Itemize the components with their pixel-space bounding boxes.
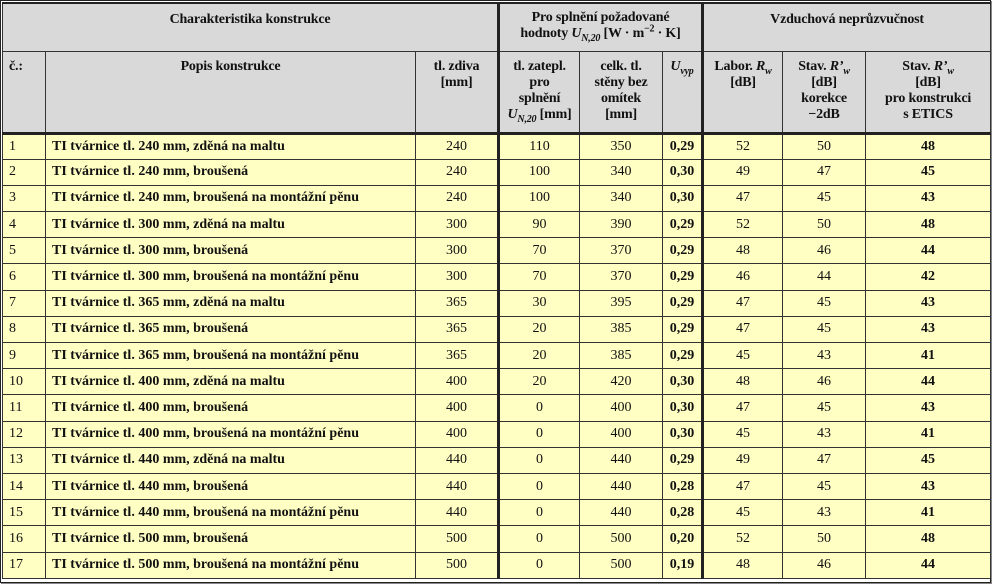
col-ins-l2: pro bbox=[529, 74, 550, 90]
col-total-l3: omítek bbox=[600, 90, 641, 106]
cell-insulation: 90 bbox=[499, 212, 580, 238]
cell-u-calc: 0,29 bbox=[663, 264, 703, 290]
cell-lab-rw: 45 bbox=[703, 421, 783, 447]
cell-total-thickness: 440 bbox=[580, 447, 663, 473]
cell-number: 12 bbox=[3, 421, 46, 447]
cell-insulation: 0 bbox=[499, 473, 580, 499]
cell-wall-thickness: 440 bbox=[416, 473, 499, 499]
cell-lab-rw: 52 bbox=[703, 526, 783, 552]
cell-u-calc: 0,30 bbox=[663, 395, 703, 421]
col-stav-symbol: R’ bbox=[829, 58, 844, 74]
col-etics-l1: Stav. bbox=[902, 58, 934, 74]
cell-u-calc: 0,29 bbox=[663, 316, 703, 342]
col-lab-l1: Labor. bbox=[714, 58, 757, 74]
cell-number: 17 bbox=[3, 552, 46, 578]
cell-wall-thickness: 300 bbox=[416, 264, 499, 290]
cell-site-rw-etics: 44 bbox=[866, 552, 991, 578]
col-header-description bbox=[46, 51, 416, 133]
col-header-insulation bbox=[499, 51, 580, 133]
cell-lab-rw: 49 bbox=[703, 159, 783, 185]
cell-description: TI tvárnice tl. 300 mm, broušená bbox=[46, 238, 416, 264]
col-ins-sub: N,20 bbox=[517, 113, 537, 125]
col-ins-l3: splnění bbox=[518, 90, 561, 106]
cell-u-calc: 0,29 bbox=[663, 447, 703, 473]
cell-site-rw-etics: 41 bbox=[866, 500, 991, 526]
cell-description: TI tvárnice tl. 400 mm, broušená bbox=[46, 395, 416, 421]
group-header-u-requirement bbox=[499, 3, 703, 51]
cell-number: 4 bbox=[3, 212, 46, 238]
cell-lab-rw: 45 bbox=[703, 343, 783, 369]
cell-u-calc: 0,29 bbox=[663, 212, 703, 238]
cell-site-rw: 50 bbox=[783, 212, 866, 238]
cell-site-rw-etics: 43 bbox=[866, 316, 991, 342]
group-u-unit-end: · K] bbox=[654, 26, 681, 41]
cell-description: TI tvárnice tl. 240 mm, broušená bbox=[46, 159, 416, 185]
cell-total-thickness: 420 bbox=[580, 369, 663, 395]
cell-site-rw: 47 bbox=[783, 159, 866, 185]
cell-lab-rw: 52 bbox=[703, 133, 783, 159]
cell-site-rw: 50 bbox=[783, 133, 866, 159]
table-body bbox=[3, 133, 991, 578]
cell-description: TI tvárnice tl. 440 mm, broušená na montážní pěnu bbox=[46, 500, 416, 526]
cell-wall-thickness: 365 bbox=[416, 343, 499, 369]
cell-site-rw-etics: 43 bbox=[866, 185, 991, 211]
cell-description: TI tvárnice tl. 365 mm, broušená bbox=[46, 316, 416, 342]
cell-total-thickness: 370 bbox=[580, 264, 663, 290]
col-etics-sub: w bbox=[947, 65, 954, 77]
col-header-site-rw bbox=[783, 51, 866, 133]
cell-number: 1 bbox=[3, 133, 46, 159]
cell-site-rw-etics: 43 bbox=[866, 395, 991, 421]
cell-site-rw: 50 bbox=[783, 526, 866, 552]
cell-site-rw-etics: 45 bbox=[866, 159, 991, 185]
table-row bbox=[3, 552, 991, 578]
col-stav-l3: korekce bbox=[801, 90, 847, 106]
cell-u-calc: 0,30 bbox=[663, 159, 703, 185]
cell-u-calc: 0,29 bbox=[663, 290, 703, 316]
cell-wall-thickness: 240 bbox=[416, 159, 499, 185]
cell-insulation: 0 bbox=[499, 500, 580, 526]
cell-lab-rw: 47 bbox=[703, 185, 783, 211]
table-row bbox=[3, 133, 991, 159]
cell-number: 11 bbox=[3, 395, 46, 421]
cell-number: 8 bbox=[3, 316, 46, 342]
cell-total-thickness: 390 bbox=[580, 212, 663, 238]
cell-total-thickness: 400 bbox=[580, 421, 663, 447]
cell-number: 15 bbox=[3, 500, 46, 526]
cell-insulation: 110 bbox=[499, 133, 580, 159]
cell-site-rw-etics: 45 bbox=[866, 447, 991, 473]
cell-site-rw-etics: 48 bbox=[866, 212, 991, 238]
table-row bbox=[3, 343, 991, 369]
cell-total-thickness: 440 bbox=[580, 473, 663, 499]
table-row bbox=[3, 395, 991, 421]
cell-site-rw: 45 bbox=[783, 185, 866, 211]
col-header-u-calc bbox=[663, 51, 703, 133]
group-header-airborne-label: Vzduchová neprůzvučnost bbox=[770, 12, 924, 27]
cell-site-rw: 46 bbox=[783, 552, 866, 578]
group-header-characteristics-label: Charakteristika konstrukce bbox=[169, 12, 331, 27]
cell-site-rw: 47 bbox=[783, 447, 866, 473]
construction-table bbox=[2, 2, 991, 579]
cell-number: 3 bbox=[3, 185, 46, 211]
cell-u-calc: 0,30 bbox=[663, 421, 703, 447]
cell-u-calc: 0,20 bbox=[663, 526, 703, 552]
cell-site-rw-etics: 44 bbox=[866, 238, 991, 264]
table-row bbox=[3, 473, 991, 499]
cell-u-calc: 0,28 bbox=[663, 473, 703, 499]
cell-description: TI tvárnice tl. 365 mm, broušená na montážní pěnu bbox=[46, 343, 416, 369]
cell-site-rw: 45 bbox=[783, 395, 866, 421]
cell-description: TI tvárnice tl. 240 mm, broušená na montážní pěnu bbox=[46, 185, 416, 211]
col-description-label: Popis konstrukce bbox=[180, 58, 281, 74]
cell-insulation: 0 bbox=[499, 447, 580, 473]
cell-description: TI tvárnice tl. 240 mm, zděná na maltu bbox=[46, 133, 416, 159]
cell-total-thickness: 500 bbox=[580, 526, 663, 552]
col-header-number bbox=[3, 51, 46, 133]
group-u-prefix: hodnoty bbox=[520, 26, 572, 41]
col-wall-l2: [mm] bbox=[440, 74, 473, 90]
table-row bbox=[3, 500, 991, 526]
cell-wall-thickness: 365 bbox=[416, 290, 499, 316]
col-lab-sub: w bbox=[765, 65, 772, 77]
col-etics-l3: pro konstrukci bbox=[885, 90, 972, 106]
cell-description: TI tvárnice tl. 400 mm, broušená na montážní pěnu bbox=[46, 421, 416, 447]
cell-insulation: 100 bbox=[499, 185, 580, 211]
cell-wall-thickness: 500 bbox=[416, 526, 499, 552]
cell-insulation: 30 bbox=[499, 290, 580, 316]
col-etics-l2: [dB] bbox=[915, 74, 941, 90]
cell-total-thickness: 370 bbox=[580, 238, 663, 264]
group-u-sub: N,20 bbox=[581, 32, 601, 44]
cell-total-thickness: 440 bbox=[580, 500, 663, 526]
cell-wall-thickness: 400 bbox=[416, 369, 499, 395]
cell-description: TI tvárnice tl. 440 mm, zděná na maltu bbox=[46, 447, 416, 473]
cell-insulation: 70 bbox=[499, 264, 580, 290]
table-row bbox=[3, 447, 991, 473]
cell-site-rw: 45 bbox=[783, 316, 866, 342]
cell-lab-rw: 47 bbox=[703, 290, 783, 316]
group-u-sup: −2 bbox=[644, 23, 655, 35]
cell-insulation: 70 bbox=[499, 238, 580, 264]
cell-u-calc: 0,19 bbox=[663, 552, 703, 578]
col-stav-sub: w bbox=[843, 65, 850, 77]
col-total-l4: [mm] bbox=[605, 106, 637, 122]
table-row bbox=[3, 212, 991, 238]
cell-wall-thickness: 300 bbox=[416, 238, 499, 264]
cell-number: 2 bbox=[3, 159, 46, 185]
cell-insulation: 0 bbox=[499, 395, 580, 421]
col-number-label: č.: bbox=[9, 58, 23, 74]
cell-insulation: 20 bbox=[499, 369, 580, 395]
cell-site-rw: 46 bbox=[783, 369, 866, 395]
cell-wall-thickness: 400 bbox=[416, 421, 499, 447]
cell-site-rw: 44 bbox=[783, 264, 866, 290]
cell-total-thickness: 385 bbox=[580, 316, 663, 342]
cell-description: TI tvárnice tl. 400 mm, zděná na maltu bbox=[46, 369, 416, 395]
table-row bbox=[3, 369, 991, 395]
cell-site-rw-etics: 43 bbox=[866, 473, 991, 499]
col-lab-symbol: R bbox=[756, 58, 766, 74]
cell-lab-rw: 49 bbox=[703, 447, 783, 473]
group-u-symbol: U bbox=[571, 26, 582, 41]
cell-site-rw: 43 bbox=[783, 500, 866, 526]
cell-total-thickness: 400 bbox=[580, 395, 663, 421]
group-u-unit: [W · m bbox=[600, 26, 645, 41]
col-total-l1: celk. tl. bbox=[600, 58, 642, 74]
cell-wall-thickness: 240 bbox=[416, 133, 499, 159]
cell-lab-rw: 45 bbox=[703, 500, 783, 526]
cell-lab-rw: 46 bbox=[703, 264, 783, 290]
cell-u-calc: 0,30 bbox=[663, 185, 703, 211]
col-ins-unit: [mm] bbox=[536, 106, 572, 122]
col-header-lab-rw bbox=[703, 51, 783, 133]
cell-description: TI tvárnice tl. 300 mm, broušená na montážní pěnu bbox=[46, 264, 416, 290]
cell-number: 13 bbox=[3, 447, 46, 473]
cell-lab-rw: 47 bbox=[703, 316, 783, 342]
cell-site-rw-etics: 43 bbox=[866, 290, 991, 316]
cell-insulation: 20 bbox=[499, 316, 580, 342]
col-header-total-thickness bbox=[580, 51, 663, 133]
cell-total-thickness: 340 bbox=[580, 185, 663, 211]
table-row bbox=[3, 185, 991, 211]
cell-lab-rw: 47 bbox=[703, 395, 783, 421]
col-total-l2: stěny bez bbox=[594, 74, 648, 90]
table-row bbox=[3, 238, 991, 264]
cell-wall-thickness: 240 bbox=[416, 185, 499, 211]
cell-lab-rw: 47 bbox=[703, 473, 783, 499]
cell-total-thickness: 500 bbox=[580, 552, 663, 578]
cell-lab-rw: 48 bbox=[703, 369, 783, 395]
cell-number: 14 bbox=[3, 473, 46, 499]
cell-number: 6 bbox=[3, 264, 46, 290]
cell-site-rw-etics: 42 bbox=[866, 264, 991, 290]
cell-total-thickness: 350 bbox=[580, 133, 663, 159]
cell-insulation: 100 bbox=[499, 159, 580, 185]
col-header-wall-thickness bbox=[416, 51, 499, 133]
cell-u-calc: 0,29 bbox=[663, 343, 703, 369]
cell-lab-rw: 48 bbox=[703, 238, 783, 264]
group-header-characteristics bbox=[3, 3, 499, 51]
cell-u-calc: 0,28 bbox=[663, 500, 703, 526]
cell-description: TI tvárnice tl. 300 mm, zděná na maltu bbox=[46, 212, 416, 238]
table-row bbox=[3, 264, 991, 290]
cell-u-calc: 0,30 bbox=[663, 369, 703, 395]
cell-site-rw: 43 bbox=[783, 421, 866, 447]
cell-wall-thickness: 440 bbox=[416, 500, 499, 526]
col-lab-l2: [dB] bbox=[730, 74, 756, 90]
cell-u-calc: 0,29 bbox=[663, 133, 703, 159]
cell-lab-rw: 52 bbox=[703, 212, 783, 238]
cell-u-calc: 0,29 bbox=[663, 238, 703, 264]
col-stav-l2: [dB] bbox=[811, 74, 837, 90]
cell-wall-thickness: 365 bbox=[416, 316, 499, 342]
group-header-airborne-sound bbox=[703, 3, 991, 51]
cell-wall-thickness: 440 bbox=[416, 447, 499, 473]
table-row bbox=[3, 316, 991, 342]
col-etics-symbol: R’ bbox=[933, 58, 948, 74]
cell-site-rw-etics: 41 bbox=[866, 421, 991, 447]
cell-number: 16 bbox=[3, 526, 46, 552]
col-header-site-rw-etics bbox=[866, 51, 991, 133]
cell-description: TI tvárnice tl. 500 mm, broušená na montážní pěnu bbox=[46, 552, 416, 578]
cell-number: 5 bbox=[3, 238, 46, 264]
cell-number: 7 bbox=[3, 290, 46, 316]
cell-site-rw-etics: 41 bbox=[866, 343, 991, 369]
cell-wall-thickness: 400 bbox=[416, 395, 499, 421]
cell-site-rw-etics: 48 bbox=[866, 526, 991, 552]
cell-insulation: 0 bbox=[499, 421, 580, 447]
table-row bbox=[3, 159, 991, 185]
cell-site-rw: 46 bbox=[783, 238, 866, 264]
cell-site-rw: 45 bbox=[783, 473, 866, 499]
cell-wall-thickness: 300 bbox=[416, 212, 499, 238]
col-etics-l4: s ETICS bbox=[903, 106, 953, 122]
col-stav-l4: −2dB bbox=[808, 106, 840, 122]
cell-lab-rw: 48 bbox=[703, 552, 783, 578]
cell-description: TI tvárnice tl. 365 mm, zděná na maltu bbox=[46, 290, 416, 316]
table-row bbox=[3, 290, 991, 316]
cell-number: 10 bbox=[3, 369, 46, 395]
cell-site-rw: 45 bbox=[783, 290, 866, 316]
cell-total-thickness: 395 bbox=[580, 290, 663, 316]
table-row bbox=[3, 421, 991, 447]
table-row bbox=[3, 526, 991, 552]
cell-insulation: 0 bbox=[499, 552, 580, 578]
group-u-line1: Pro splnění požadované bbox=[531, 10, 670, 25]
cell-total-thickness: 340 bbox=[580, 159, 663, 185]
col-u-sub: vyp bbox=[680, 65, 694, 77]
col-u-symbol: U bbox=[670, 58, 681, 74]
cell-number: 9 bbox=[3, 343, 46, 369]
cell-site-rw: 43 bbox=[783, 343, 866, 369]
cell-insulation: 0 bbox=[499, 526, 580, 552]
cell-total-thickness: 385 bbox=[580, 343, 663, 369]
cell-wall-thickness: 500 bbox=[416, 552, 499, 578]
col-stav-l1: Stav. bbox=[798, 58, 830, 74]
cell-description: TI tvárnice tl. 440 mm, broušená bbox=[46, 473, 416, 499]
col-ins-l1: tl. zatepl. bbox=[513, 58, 566, 74]
cell-description: TI tvárnice tl. 500 mm, broušená bbox=[46, 526, 416, 552]
cell-site-rw-etics: 44 bbox=[866, 369, 991, 395]
cell-insulation: 20 bbox=[499, 343, 580, 369]
col-wall-l1: tl. zdiva bbox=[433, 58, 480, 74]
cell-site-rw-etics: 48 bbox=[866, 133, 991, 159]
col-ins-symbol: U bbox=[507, 106, 518, 122]
